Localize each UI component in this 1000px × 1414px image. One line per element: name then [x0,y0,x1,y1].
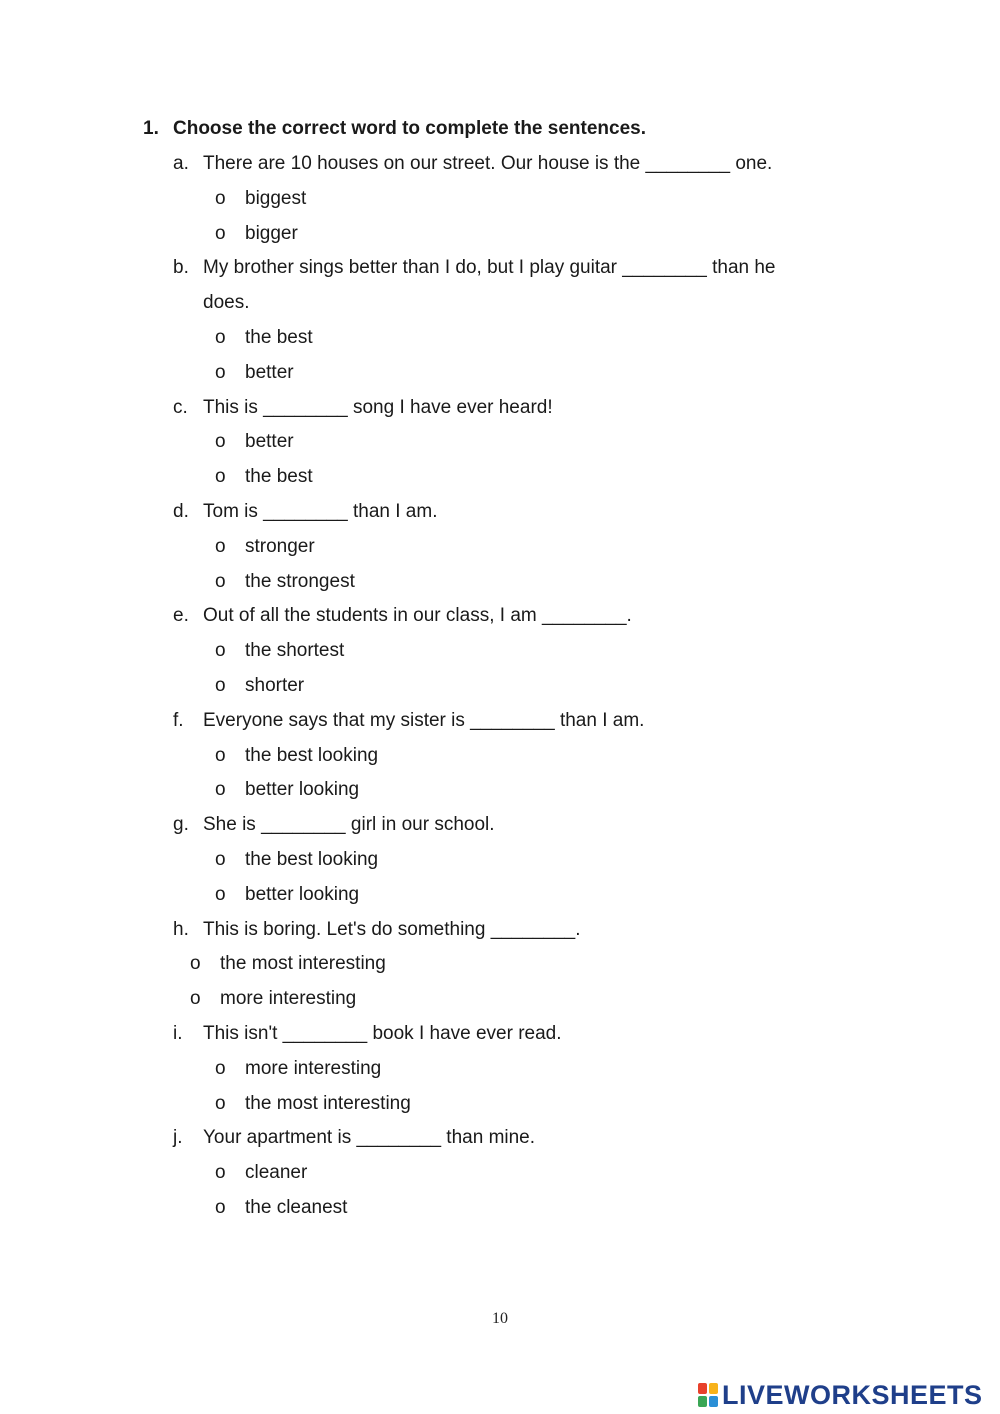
logo-square-icon [709,1396,718,1407]
answer-option[interactable]: the best [245,466,313,488]
question-letter: d. [173,501,189,522]
exercise-number: 1. [143,118,159,139]
logo-square-icon [698,1396,707,1407]
question-letter: h. [173,918,189,940]
option-bullet-icon[interactable]: o [215,1057,226,1079]
option-bullet-icon[interactable]: o [215,640,226,662]
option-bullet-icon[interactable]: o [215,675,226,696]
option-bullet-icon[interactable]: o [215,327,226,348]
answer-option[interactable]: better looking [245,883,360,905]
question-text: does. [203,292,250,314]
question-letter: g. [173,814,189,836]
answer-option[interactable]: the most interesting [245,1092,411,1114]
question-text: This isn't ________ book I have ever read. [203,1023,562,1044]
question-letter: e. [173,605,189,627]
answer-option[interactable]: more interesting [245,1057,382,1079]
answer-option[interactable]: the best looking [245,849,379,870]
option-bullet-icon[interactable]: o [215,222,226,244]
option-bullet-icon[interactable]: o [190,953,201,975]
liveworksheets-logo[interactable] [698,1378,983,1412]
answer-option[interactable]: bigger [245,222,298,244]
page-number: 10 [492,1310,508,1327]
option-bullet-icon[interactable]: o [215,570,226,592]
logo-mark-icon [698,1383,718,1407]
question-text: This is ________ song I have ever heard! [203,396,553,418]
exercise-title: Choose the correct word to complete the sentences. [173,118,646,139]
question-letter: f. [173,709,184,731]
question-letter: c. [173,396,188,418]
question-letter: b. [173,257,189,279]
answer-option[interactable]: more interesting [220,988,357,1010]
answer-option[interactable]: the shortest [245,640,345,662]
question-text: This is boring. Let's do something ________. [203,918,581,940]
option-bullet-icon[interactable]: o [215,744,226,766]
option-bullet-icon[interactable]: o [215,466,226,488]
option-bullet-icon[interactable]: o [215,187,226,209]
answer-option[interactable]: the strongest [245,570,355,592]
question-text: Your apartment is ________ than mine. [203,1127,536,1149]
answer-option[interactable]: better looking [245,779,360,801]
question-text: Tom is ________ than I am. [203,501,438,522]
question-letter: a. [173,153,189,174]
answer-option[interactable]: cleaner [245,1162,308,1184]
logo-text: LIVEWORKSHEETS [722,1379,983,1410]
answer-option[interactable]: the best looking [245,744,379,766]
answer-option[interactable]: better [245,431,294,453]
option-bullet-icon[interactable]: o [215,1197,226,1218]
option-bullet-icon[interactable]: o [215,849,226,870]
question-letter: i. [173,1023,183,1044]
logo-square-icon [698,1383,707,1394]
answer-option[interactable]: the best [245,327,313,348]
question-text: Everyone says that my sister is ________ than I am. [203,709,645,731]
option-bullet-icon[interactable]: o [215,1162,226,1184]
question-text: There are 10 houses on our street. Our house is the ________ one. [203,153,773,174]
option-bullet-icon[interactable]: o [215,535,226,557]
question-text: Out of all the students in our class, I am ________. [203,605,632,627]
answer-option[interactable]: biggest [245,187,307,209]
option-bullet-icon[interactable]: o [215,1092,226,1114]
option-bullet-icon[interactable]: o [215,431,226,453]
question-text: She is ________ girl in our school. [203,814,495,836]
question-text: My brother sings better than I do, but I play guitar ________ than he [203,257,776,279]
answer-option[interactable]: the cleanest [245,1197,348,1218]
option-bullet-icon[interactable]: o [190,988,201,1010]
answer-option[interactable]: the most interesting [220,953,386,975]
answer-option[interactable]: shorter [245,675,305,696]
answer-option[interactable]: stronger [245,535,315,557]
exercise-heading [143,118,646,140]
option-bullet-icon[interactable]: o [215,883,226,905]
option-bullet-icon[interactable]: o [215,779,226,801]
option-bullet-icon[interactable]: o [215,361,226,383]
question-letter: j. [173,1127,183,1149]
logo-square-icon [709,1383,718,1394]
answer-option[interactable]: better [245,361,294,383]
